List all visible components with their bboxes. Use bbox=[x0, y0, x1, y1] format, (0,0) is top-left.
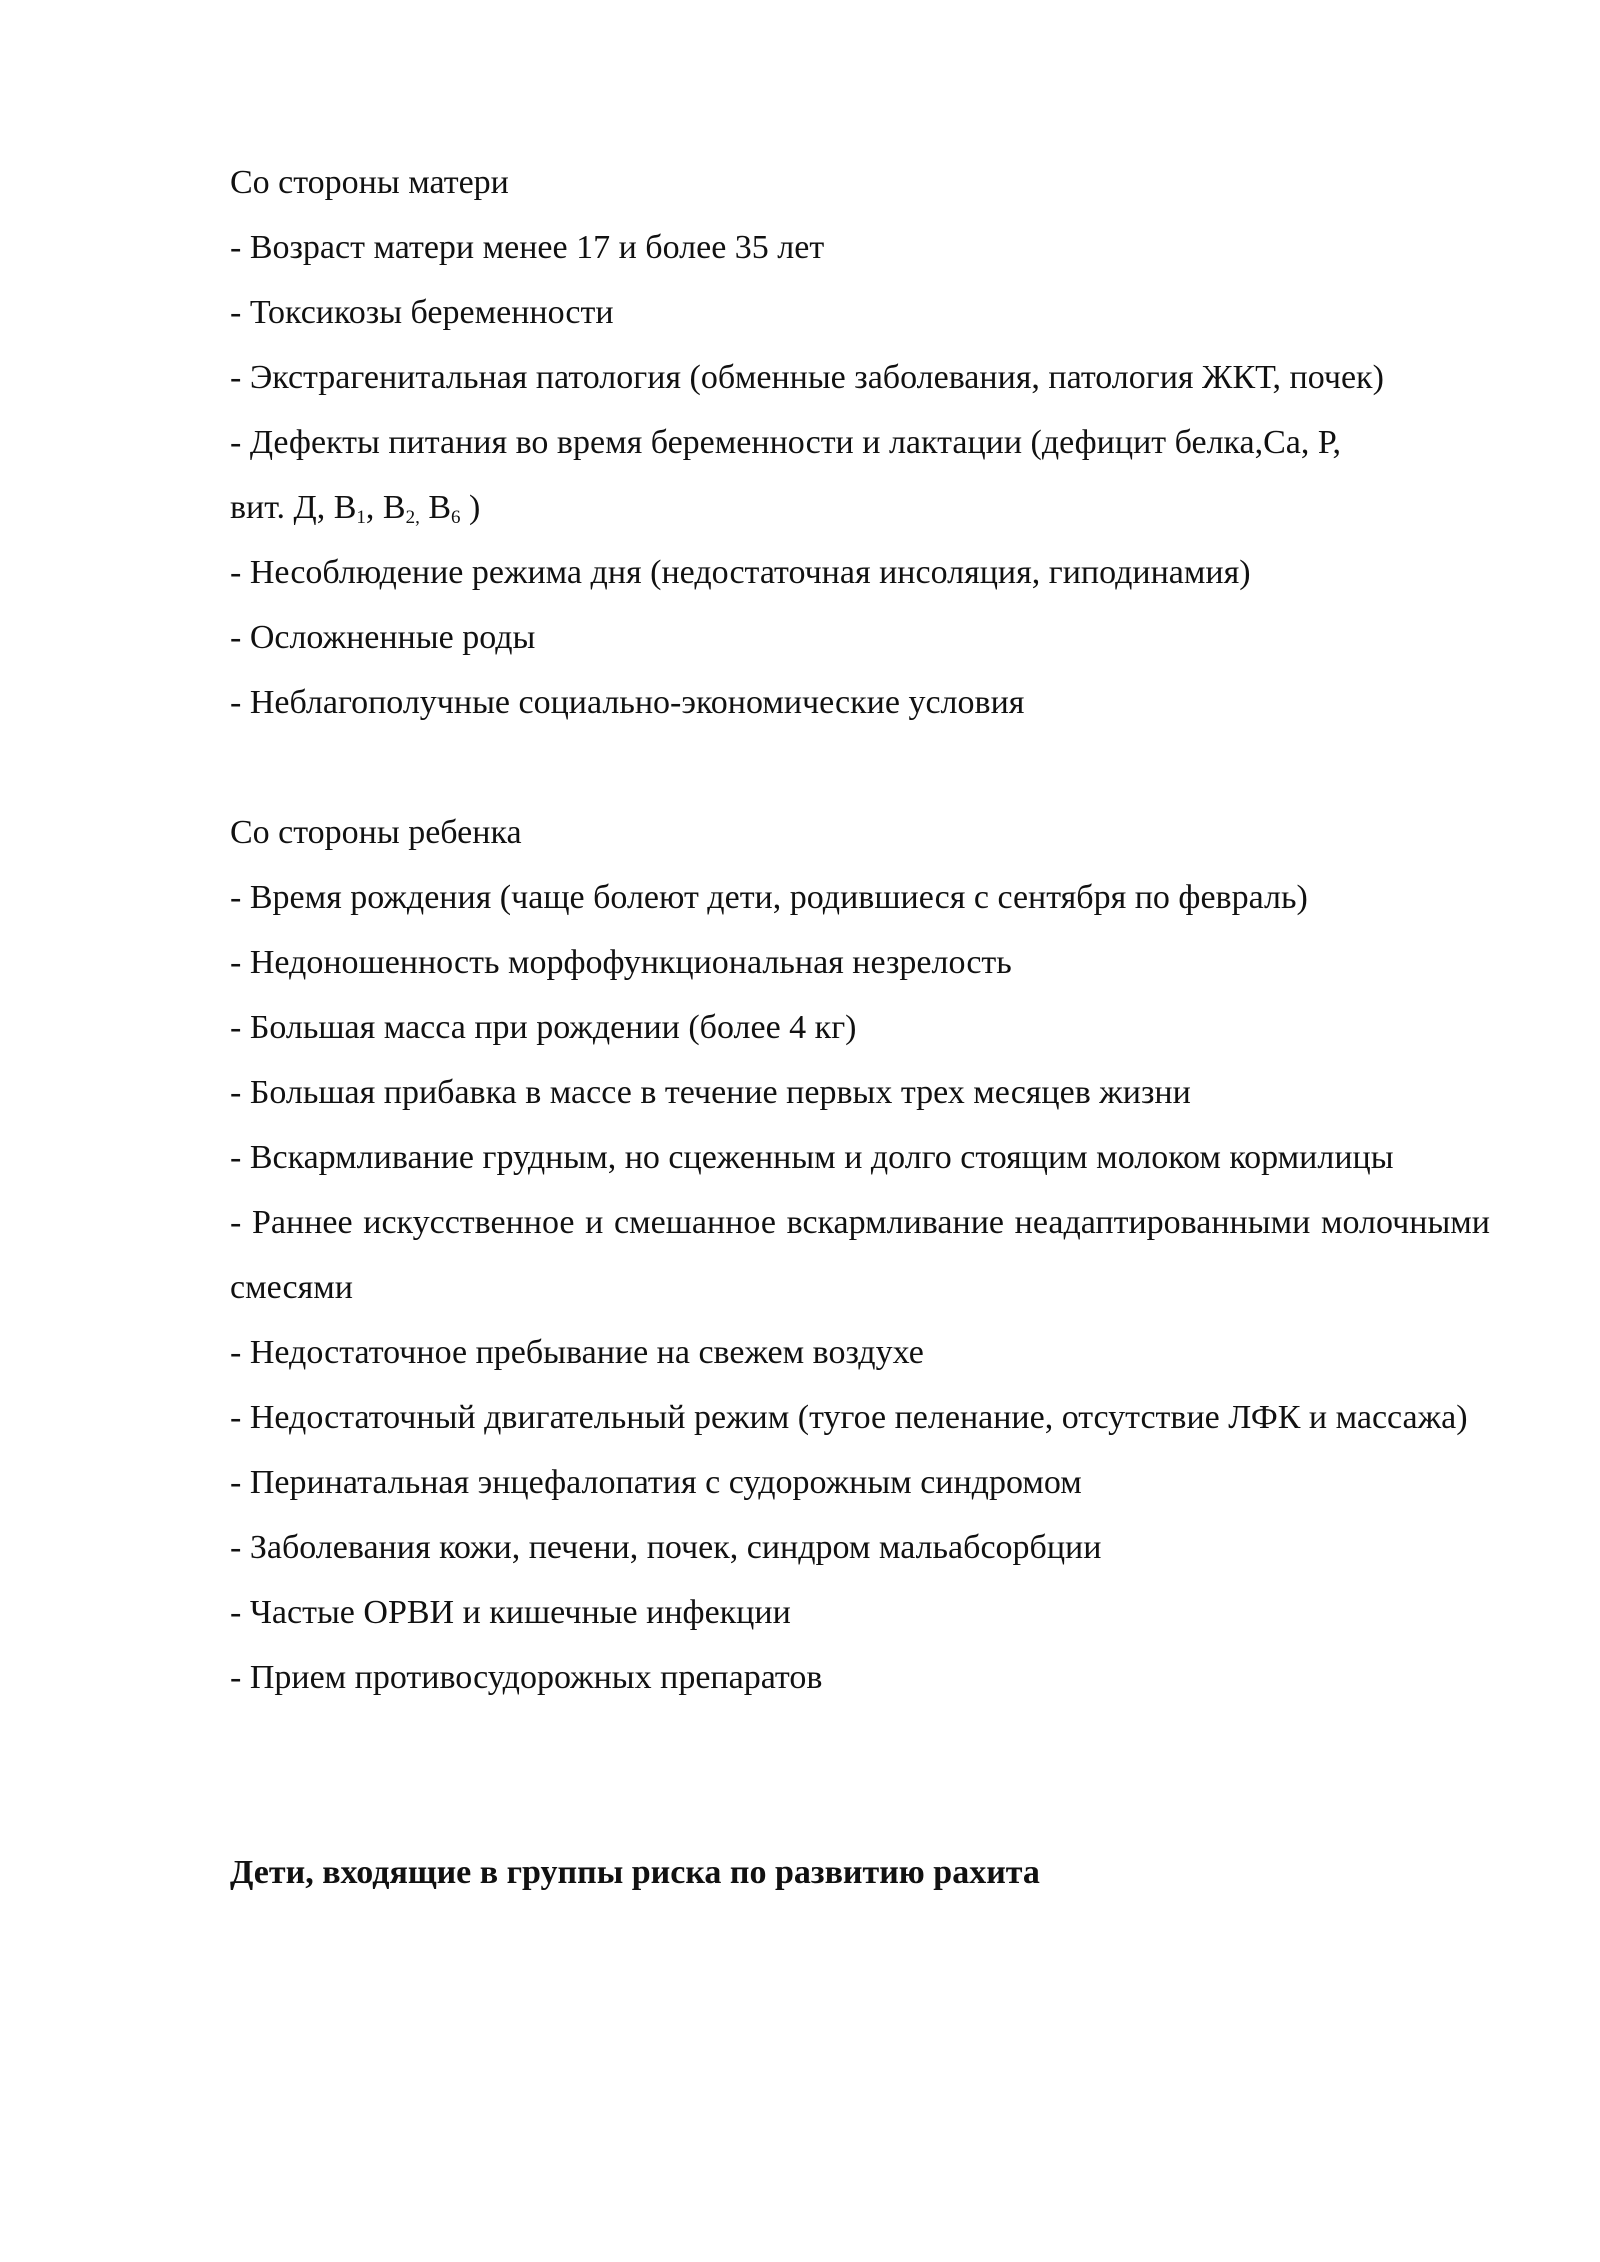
list-item: - Частые ОРВИ и кишечные инфекции bbox=[230, 1594, 791, 1631]
list-item: - Вскармливание грудным, но сцеженным и долго стоящим молоком кормилицы bbox=[230, 1139, 1394, 1176]
list-item: - Неблагополучные социально-экономические условия bbox=[230, 684, 1025, 721]
list-item: - Недоношенность морфофункциональная незрелость bbox=[230, 944, 1012, 981]
list-item: - Несоблюдение режима дня (недостаточная инсоляция, гиподинамия) bbox=[230, 554, 1251, 591]
list-item: - Заболевания кожи, печени, почек, синдром мальабсорбции bbox=[230, 1529, 1102, 1566]
section-title-mother: Со стороны матери bbox=[230, 164, 509, 201]
list-item: - Токсикозы беременности bbox=[230, 294, 614, 331]
list-item: - Большая прибавка в массе в течение первых трех месяцев жизни bbox=[230, 1074, 1191, 1111]
section-title-child: Со стороны ребенка bbox=[230, 814, 522, 851]
vitamins-separator: , В bbox=[365, 489, 406, 526]
vitamins-separator: В bbox=[419, 489, 452, 526]
list-item: - Недостаточный двигательный режим (тугое пеленание, отсутствие ЛФК и массажа) bbox=[230, 1399, 1468, 1436]
vitamin-b6-subscript: 6 bbox=[451, 507, 461, 528]
list-item: - Экстрагенитальная патология (обменные заболевания, патология ЖКТ, почек) bbox=[230, 359, 1384, 396]
vitamin-b2-subscript: 2, bbox=[405, 507, 420, 528]
list-item: - Перинатальная энцефалопатия с судорожным синдромом bbox=[230, 1464, 1082, 1501]
document-body bbox=[230, 150, 1490, 1905]
list-item: - Прием противосудорожных препаратов bbox=[230, 1659, 823, 1696]
list-item: - Раннее искусственное и смешанное вскармливание неадаптированными молочными смесями bbox=[230, 1204, 1490, 1306]
list-item: - Дефекты питания во время беременности и лактации (дефицит белка,Са, Р, bbox=[230, 424, 1342, 461]
spacer bbox=[230, 735, 1490, 800]
list-item: - Осложненные роды bbox=[230, 619, 536, 656]
vitamins-line bbox=[230, 475, 1490, 540]
spacer bbox=[230, 1710, 1490, 1840]
section-heading: Дети, входящие в группы риска по развитию рахита bbox=[230, 1854, 1040, 1891]
list-item: - Возраст матери менее 17 и более 35 лет bbox=[230, 229, 825, 266]
vitamins-suffix: ) bbox=[460, 489, 481, 526]
list-item: - Время рождения (чаще болеют дети, родившиеся с сентября по февраль) bbox=[230, 879, 1308, 916]
list-item: - Недостаточное пребывание на свежем воздухе bbox=[230, 1334, 924, 1371]
vitamins-prefix: вит. Д, В bbox=[230, 489, 357, 526]
list-item: - Большая масса при рождении (более 4 кг) bbox=[230, 1009, 857, 1046]
vitamin-b1-subscript: 1 bbox=[356, 507, 366, 528]
